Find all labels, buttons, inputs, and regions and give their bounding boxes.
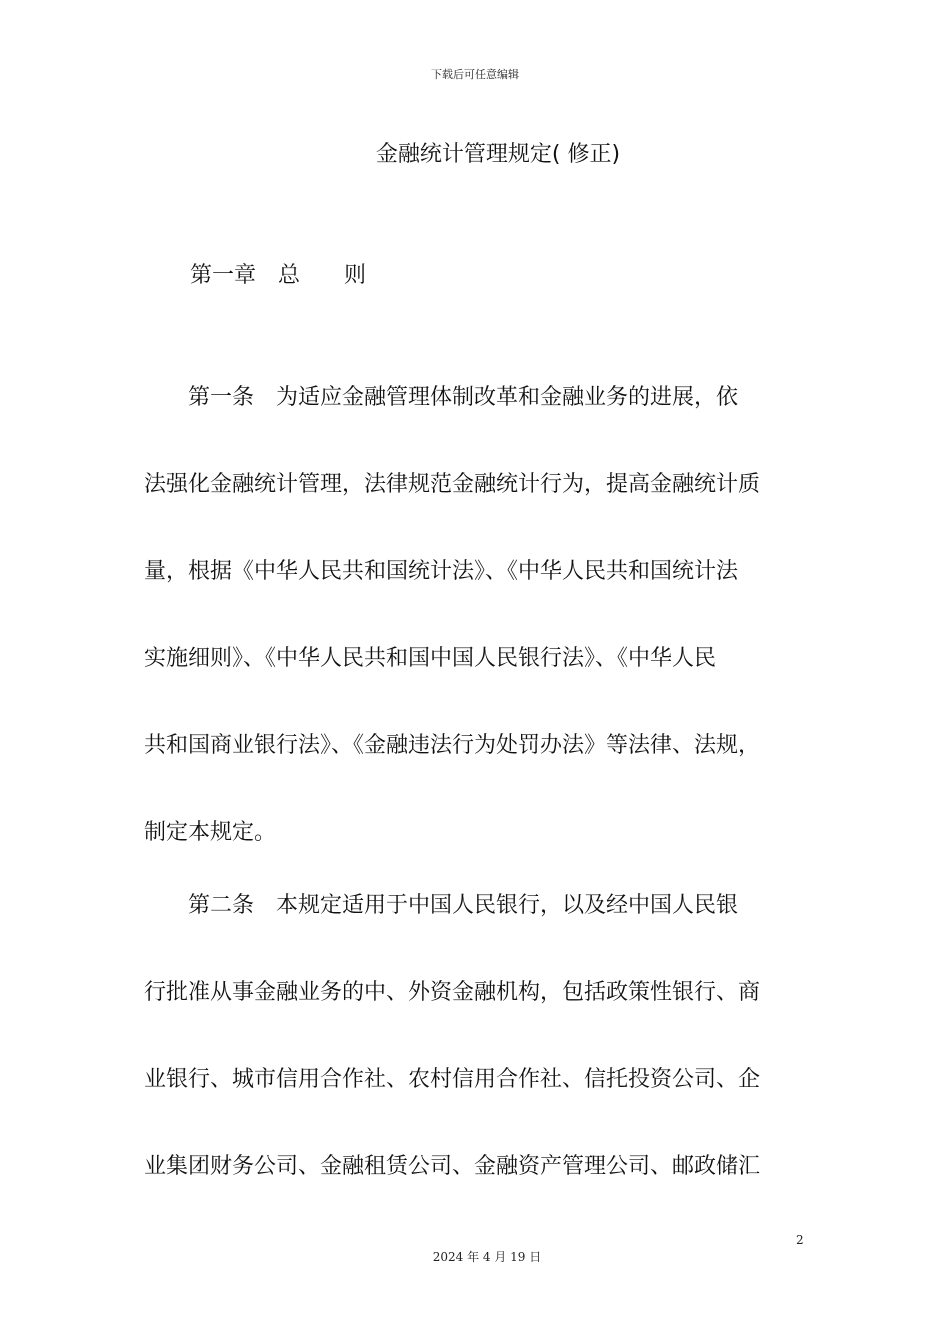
header-note: 下载后可任意编辑 bbox=[431, 68, 519, 81]
body-line-9: 业银行、城市信用合作社、农村信用合作社、信托投资公司、企 bbox=[144, 1067, 761, 1092]
body-line-3: 量，根据《中华人民共和国统计法》、《中华人民共和国统计法 bbox=[144, 559, 739, 584]
body-line-2: 法强化金融统计管理，法律规范金融统计行为，提高金融统计质 bbox=[144, 472, 761, 497]
body-line-8: 行批准从事金融业务的中、外资金融机构，包括政策性银行、商 bbox=[144, 980, 761, 1005]
page-number: 2 bbox=[796, 1233, 804, 1247]
body-line-7: 第二条 本规定适用于中国人民银行，以及经中国人民银 bbox=[144, 893, 739, 918]
body-line-10: 业集团财务公司、金融租赁公司、金融资产管理公司、邮政储汇 bbox=[144, 1154, 761, 1179]
body-line-6: 制定本规定。 bbox=[144, 820, 277, 845]
body-line-5: 共和国商业银行法》、《金融违法行为处罚办法》等法律、法规， bbox=[144, 733, 761, 758]
document-title: 金融统计管理规定( 修正) bbox=[375, 142, 621, 167]
body-line-4: 实施细则》、《中华人民共和国中国人民银行法》、《中华人民 bbox=[144, 646, 717, 671]
chapter-heading: 第一章 总 则 bbox=[190, 263, 367, 288]
body-line-1: 第一条 为适应金融管理体制改革和金融业务的进展，依 bbox=[144, 385, 739, 410]
footer-date: 2024 年 4 月 19 日 bbox=[432, 1250, 542, 1264]
